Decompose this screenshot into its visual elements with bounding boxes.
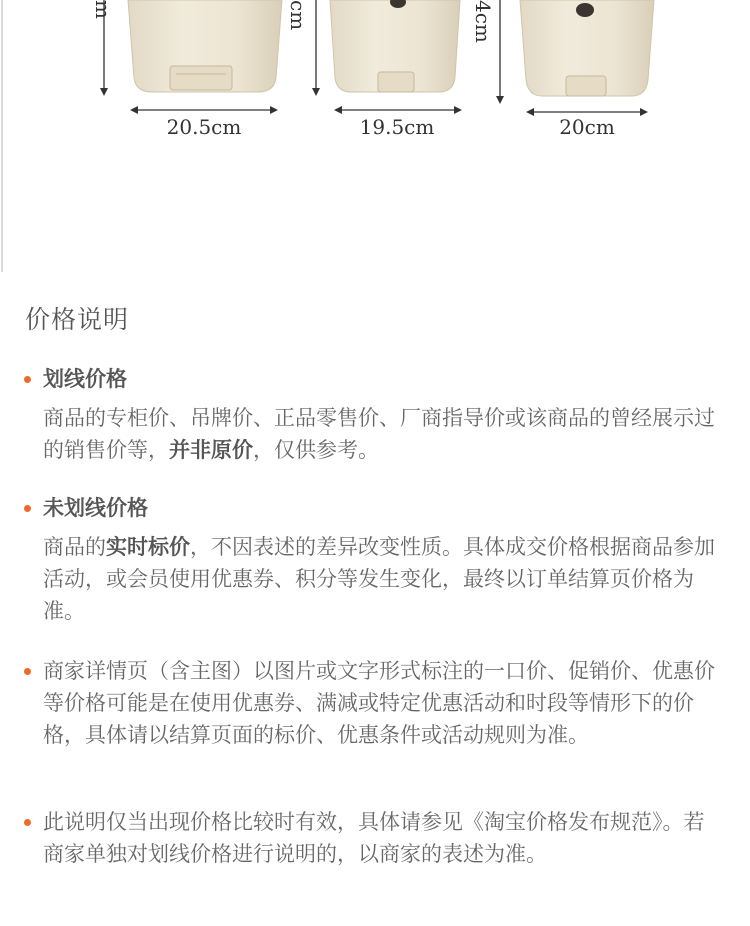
trash-can-right xyxy=(520,0,654,96)
left-height-marker xyxy=(91,0,115,96)
item-body-text: ，仅供参考。 xyxy=(253,438,379,462)
middle-height-label: cm xyxy=(286,0,310,31)
item-body: 此说明仅当出现价格比较时有效，具体请参见《淘宝价格发布规范》。若商家单独对划线价格进行说明的，以商家的表述为准。 xyxy=(43,810,705,866)
pedal-icon xyxy=(378,72,414,92)
left-height-label: m xyxy=(91,0,115,19)
can-handle-icon xyxy=(576,3,594,17)
product-dimension-image xyxy=(0,0,750,272)
item-body xyxy=(43,531,723,627)
item-body-bold: 实时标价 xyxy=(106,535,190,559)
bullet-dot-icon xyxy=(24,819,31,826)
right-height-label: 4cm xyxy=(471,0,495,43)
trash-can-left xyxy=(128,0,282,92)
left-width-marker xyxy=(130,106,278,139)
right-height-marker xyxy=(471,0,504,104)
item-body-text: 商品的 xyxy=(43,535,106,559)
item-body xyxy=(43,402,723,466)
pedal-icon xyxy=(170,66,232,90)
bullet-dot-icon xyxy=(24,668,31,675)
middle-width-marker xyxy=(334,106,462,139)
item-body: 商家详情页（含主图）以图片或文字形式标注的一口价、促销价、优惠价等价格可能是在使用优惠券、满减或特定优惠活动和时段等情形下的价格，具体请以结算页面的标价、优惠条件或活动规则为准。 xyxy=(43,659,715,747)
item-title: 划线价格 xyxy=(43,367,127,391)
product-dimension-svg xyxy=(0,0,750,272)
right-width-marker xyxy=(526,108,648,139)
trash-can-middle xyxy=(330,0,460,92)
item-body-text: ，不因表述的差异改变性质。具体成交价格根据商品参加活动，或会员使用优惠券、积分等发生变化，最终以订单结算页价格为准。 xyxy=(43,535,715,623)
bullet-dot-icon xyxy=(24,376,31,383)
right-width-label: 20cm xyxy=(559,115,615,139)
middle-width-label: 19.5cm xyxy=(359,115,435,139)
left-width-label: 20.5cm xyxy=(166,115,242,139)
item-body-bold: 并非原价 xyxy=(169,438,253,462)
middle-height-marker xyxy=(286,0,320,96)
bullet-dot-icon xyxy=(24,505,31,512)
item-body-text: 商品的专柜价、吊牌价、正品零售价、厂商指导价或该商品的曾经展示过的销售价等， xyxy=(43,406,715,462)
item-title: 未划线价格 xyxy=(43,496,148,520)
price-info-title: 价格说明 xyxy=(25,305,130,334)
pedal-icon xyxy=(566,76,606,96)
